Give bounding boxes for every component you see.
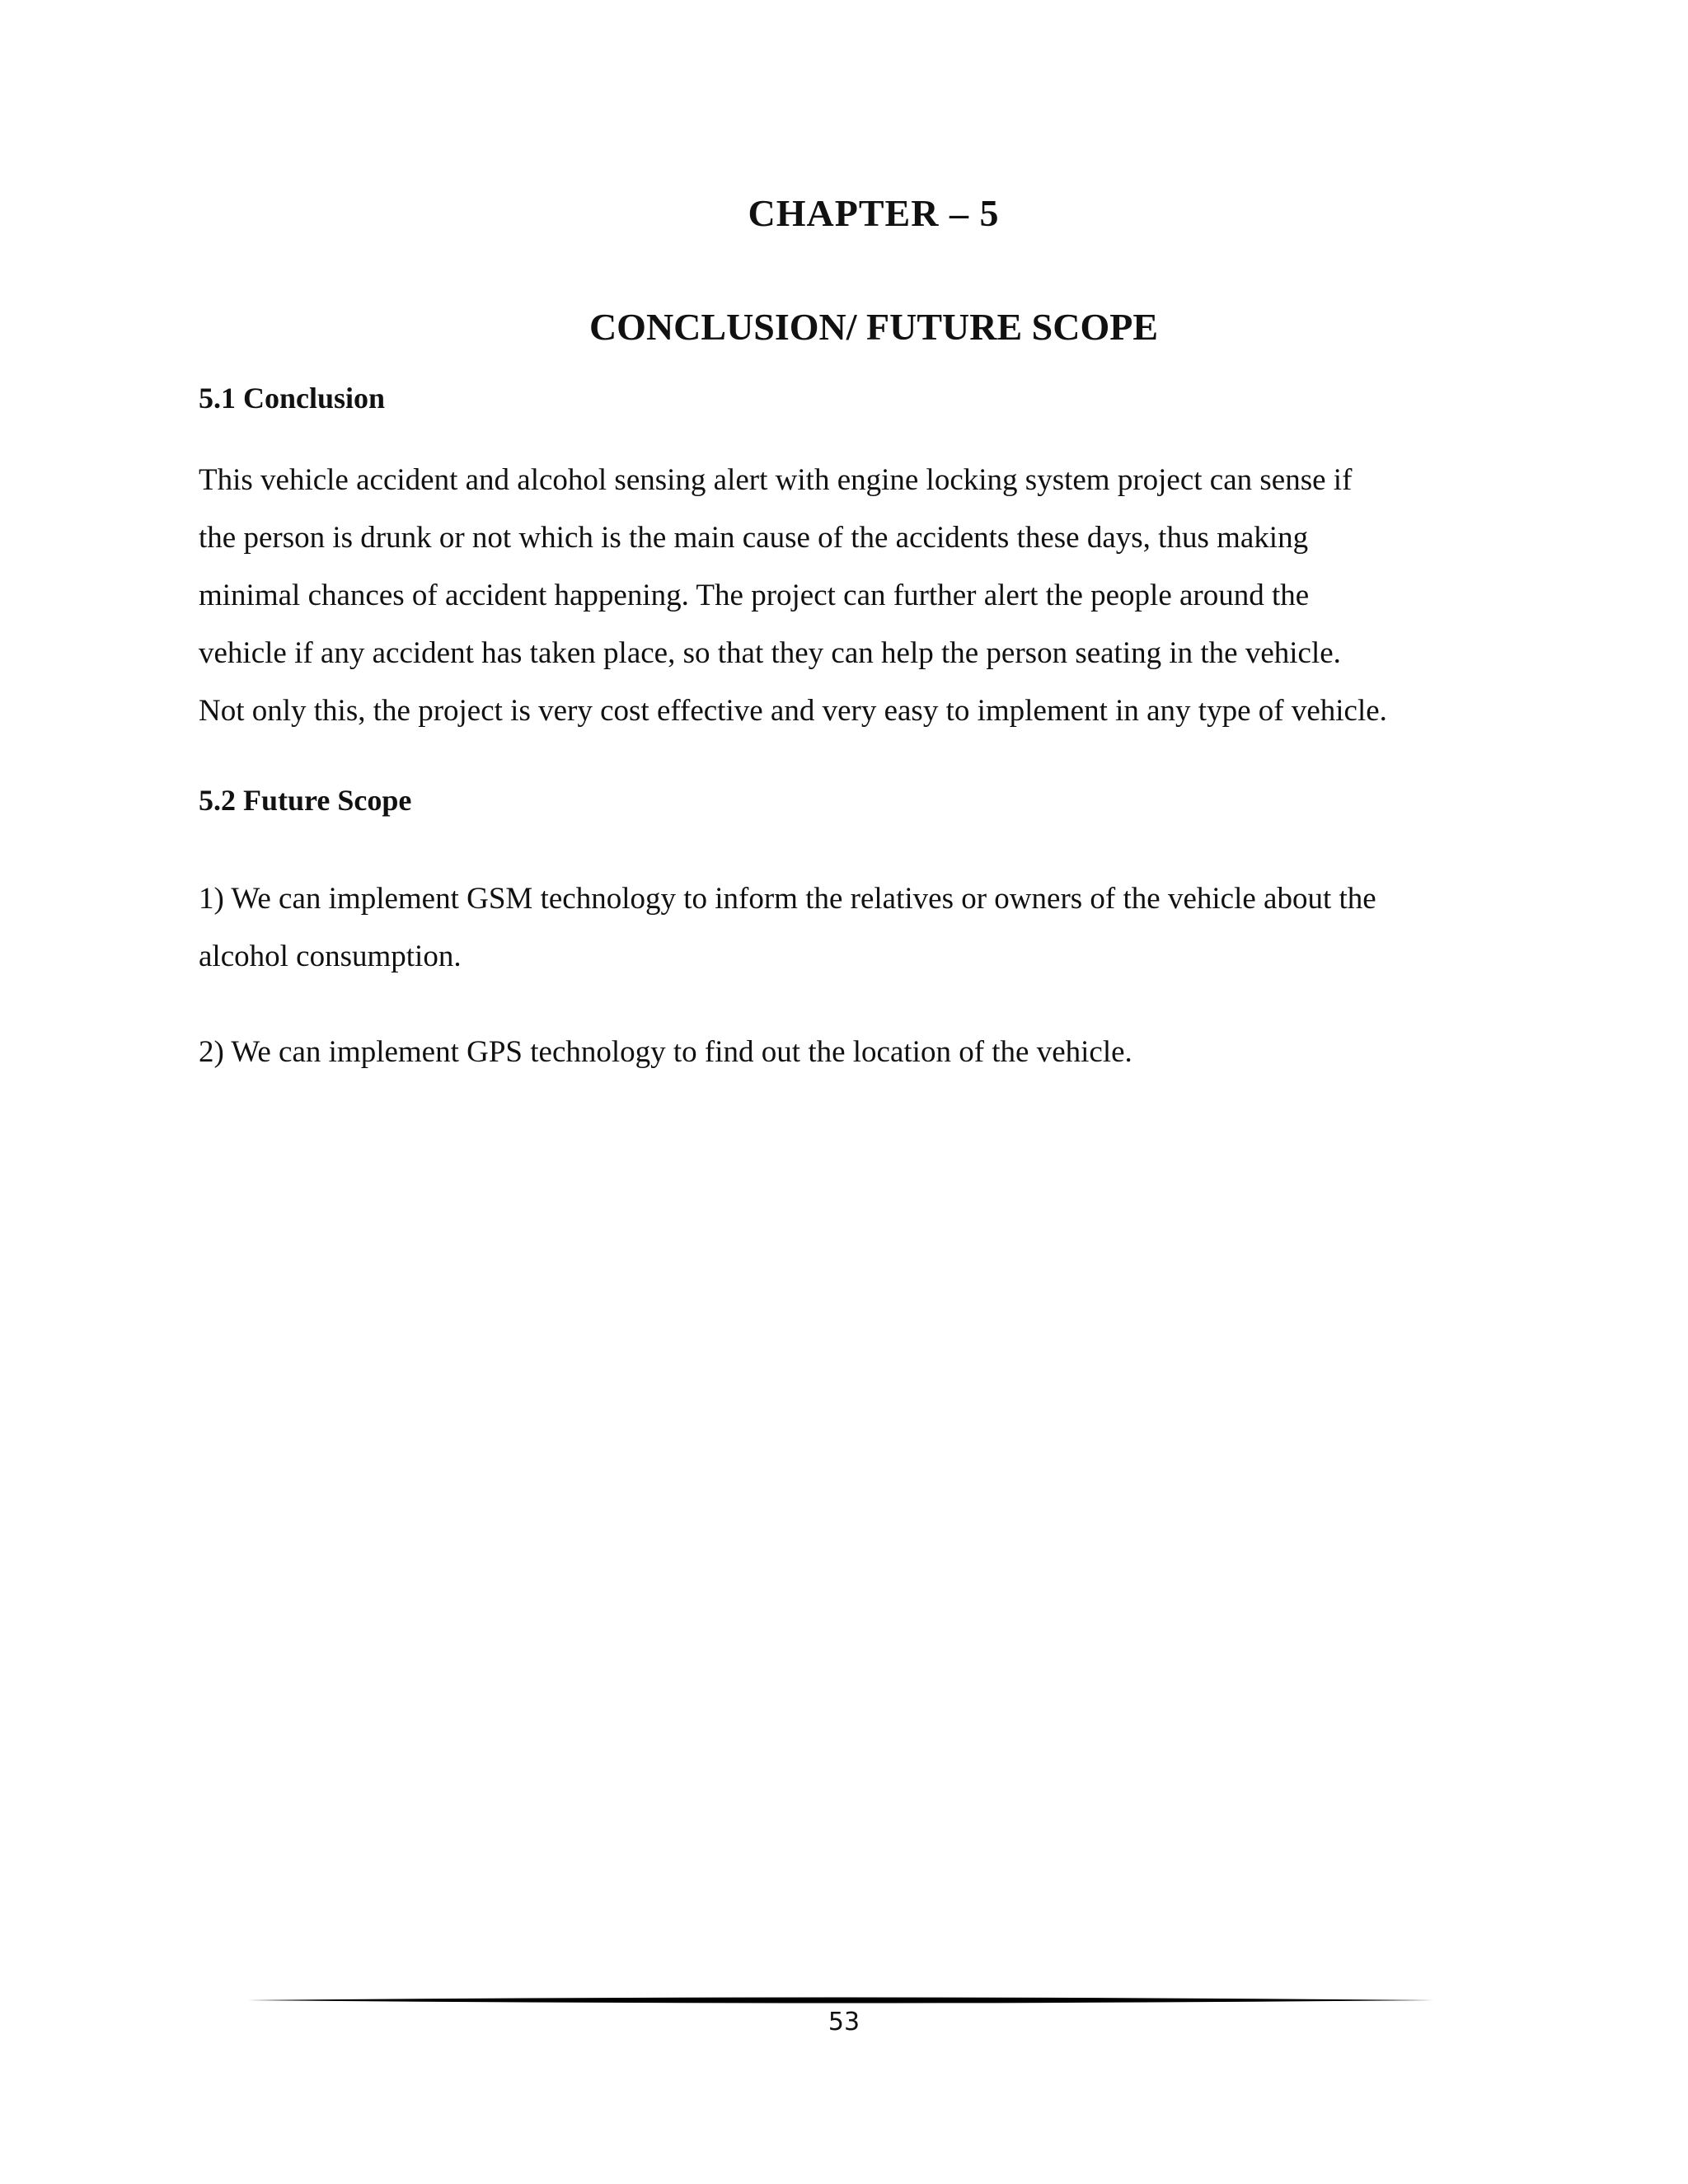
section-heading-conclusion: 5.1 Conclusion <box>199 382 386 415</box>
paragraph-line: the person is drunk or not which is the main cause of the accidents these days, thus making <box>199 521 1309 555</box>
paragraph-line: alcohol consumption. <box>199 940 462 973</box>
paragraph-line: 2) We can implement GPS technology to find out the location of the vehicle. <box>199 1035 1132 1069</box>
section-heading-future-scope: 5.2 Future Scope <box>199 784 412 817</box>
paragraph-line: Not only this, the project is very cost effective and very easy to implement in any type of vehicle. <box>199 694 1387 728</box>
conclusion-paragraph <box>199 452 1484 740</box>
paragraph-line: minimal chances of accident happening. The project can further alert the people around the <box>199 579 1310 612</box>
future-scope-item-2 <box>199 1024 1484 1081</box>
page-number: 53 <box>828 2008 860 2036</box>
paragraph-line: vehicle if any accident has taken place, so that they can help the person seating in the vehicle. <box>199 636 1341 670</box>
future-scope-item-1 <box>199 870 1484 986</box>
paragraph-line: 1) We can implement GSM technology to inform the relatives or owners of the vehicle about the <box>199 882 1376 916</box>
chapter-subtitle: CONCLUSION/ FUTURE SCOPE <box>588 306 1159 348</box>
paragraph-line: This vehicle accident and alcohol sensing alert with engine locking system project can sense if <box>199 463 1353 497</box>
footer-divider <box>247 1994 1434 2006</box>
chapter-title: CHAPTER – 5 <box>748 192 1000 234</box>
